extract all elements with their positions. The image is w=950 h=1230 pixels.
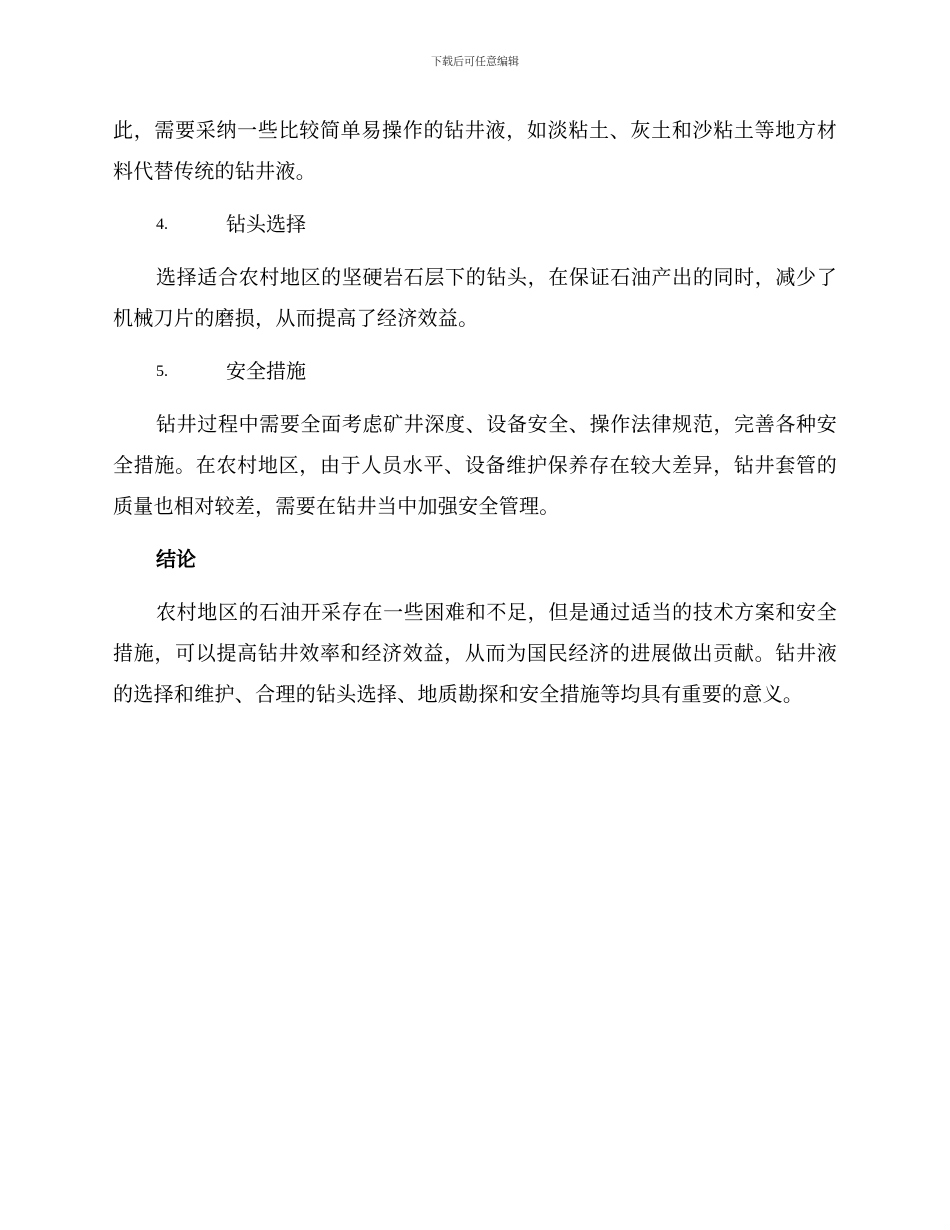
paragraph-conclusion: 农村地区的石油开采存在一些困难和不足，但是通过适当的技术方案和安全措施，可以提高钻井效率和经济效益，从而为国民经济的进展做出贡献。钻井液的选择和维护、合理的钻头选择、地质勘探和安全措施等均具有重要的意义。 <box>113 600 837 706</box>
paragraph-continued: 此，需要采纳一些比较简单易操作的钻井液，如淡粘土、灰土和沙粘土等地方材料代替传统的钻井液。 <box>113 118 837 183</box>
document-body <box>113 110 837 727</box>
numbered-heading-4 <box>113 204 837 245</box>
heading-number: 4. <box>156 216 168 233</box>
paragraph-safety: 钻井过程中需要全面考虑矿井深度、设备安全、操作法律规范，完善各种安全措施。在农村地区，由于人员水平、设备维护保养存在较大差异，钻井套管的质量也相对较差，需要在钻井当中加强安全管理。 <box>113 412 837 518</box>
numbered-heading-5 <box>113 351 837 392</box>
heading-number: 5. <box>156 363 168 380</box>
heading-title: 钻头选择 <box>226 212 306 236</box>
page-header: 下载后可任意编辑 <box>431 55 519 68</box>
paragraph-drill-bit: 选择适合农村地区的坚硬岩石层下的钻头，在保证石油产出的同时，减少了机械刀片的磨损，从而提高了经济效益。 <box>113 265 837 330</box>
conclusion-heading: 结论 <box>156 547 196 571</box>
heading-title: 安全措施 <box>226 359 306 383</box>
